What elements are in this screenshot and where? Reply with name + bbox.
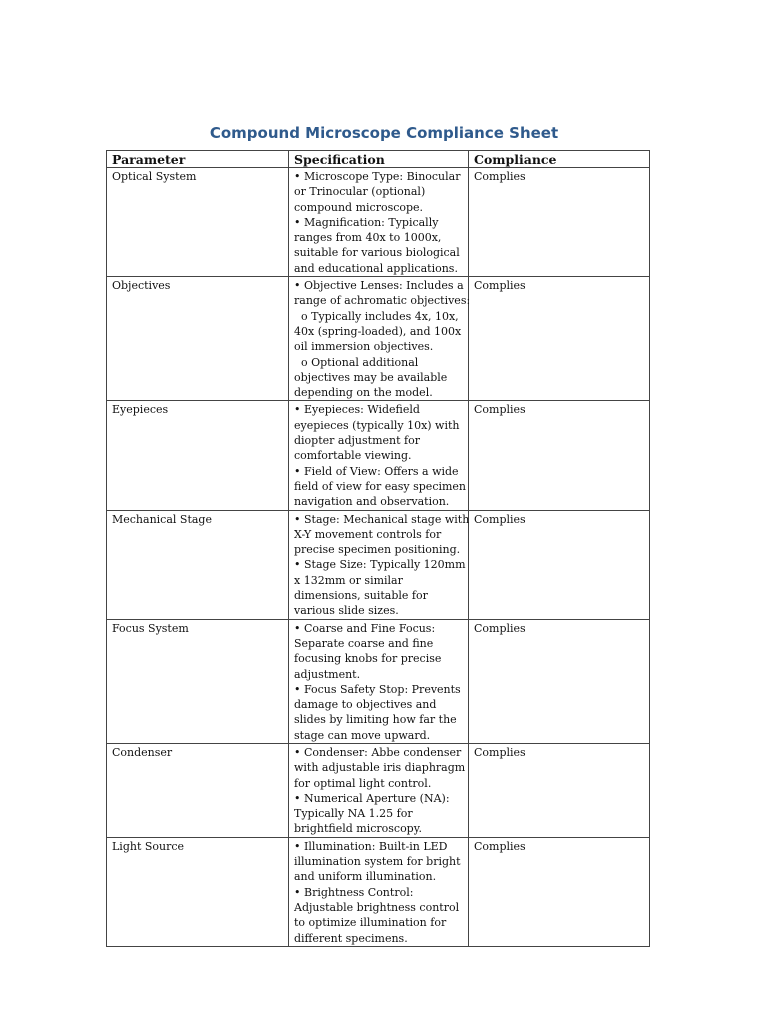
compliance-table bbox=[106, 150, 650, 947]
specification-line: or Trinocular (optional) bbox=[294, 185, 426, 199]
specification-line: • Stage Size: Typically 120mm bbox=[294, 558, 466, 572]
specification-cell bbox=[289, 619, 469, 743]
specification-line: damage to objectives and bbox=[294, 698, 437, 712]
specification-line: diopter adjustment for bbox=[294, 434, 420, 448]
specification-line: • Coarse and Fine Focus: bbox=[294, 621, 436, 635]
specification-line: focusing knobs for precise bbox=[294, 652, 442, 666]
specification-line: brightfield microscopy. bbox=[294, 822, 422, 836]
compliance-cell: Complies bbox=[469, 168, 650, 277]
specification-line: o Optional additional bbox=[294, 355, 419, 369]
table-row bbox=[107, 510, 650, 619]
specification-line: range of achromatic objectives: bbox=[294, 294, 471, 308]
specification-line: oil immersion objectives. bbox=[294, 340, 434, 354]
compliance-cell: Complies bbox=[469, 619, 650, 743]
specification-line: • Stage: Mechanical stage with bbox=[294, 512, 470, 526]
table-row bbox=[107, 743, 650, 837]
specification-line: adjustment. bbox=[294, 667, 361, 681]
specification-line: navigation and observation. bbox=[294, 495, 450, 509]
specification-line: compound microscope. bbox=[294, 200, 424, 214]
compliance-cell: Complies bbox=[469, 277, 650, 401]
specification-line: with adjustable iris diaphragm bbox=[294, 761, 466, 775]
specification-line: • Field of View: Offers a wide bbox=[294, 464, 459, 478]
specification-line: comfortable viewing. bbox=[294, 449, 412, 463]
parameter-cell: Light Source bbox=[107, 837, 289, 946]
header-specification: Specification bbox=[289, 151, 469, 168]
specification-line: • Magnification: Typically bbox=[294, 215, 439, 229]
page-title: Compound Microscope Compliance Sheet bbox=[209, 124, 559, 142]
specification-line: different specimens. bbox=[294, 931, 408, 945]
specification-line: • Condenser: Abbe condenser bbox=[294, 745, 462, 759]
specification-line: and uniform illumination. bbox=[294, 870, 437, 884]
specification-line: Typically NA 1.25 for bbox=[294, 807, 413, 821]
parameter-cell: Mechanical Stage bbox=[107, 510, 289, 619]
specification-line: field of view for easy specimen bbox=[294, 479, 467, 493]
parameter-cell: Optical System bbox=[107, 168, 289, 277]
table-body bbox=[107, 168, 650, 947]
specification-line: for optimal light control. bbox=[294, 776, 432, 790]
header-compliance: Compliance bbox=[469, 151, 650, 168]
specification-line: objectives may be available bbox=[294, 370, 448, 384]
specification-line: dimensions, suitable for bbox=[294, 589, 428, 603]
specification-line: to optimize illumination for bbox=[294, 916, 447, 930]
specification-cell bbox=[289, 837, 469, 946]
specification-line: • Brightness Control: bbox=[294, 885, 414, 899]
parameter-cell: Objectives bbox=[107, 277, 289, 401]
table-row bbox=[107, 277, 650, 401]
specification-line: • Objective Lenses: Includes a bbox=[294, 279, 464, 293]
specification-line: x 132mm or similar bbox=[294, 573, 403, 587]
specification-cell bbox=[289, 743, 469, 837]
table-row bbox=[107, 837, 650, 946]
specification-line: • Focus Safety Stop: Prevents bbox=[294, 682, 461, 696]
parameter-cell: Eyepieces bbox=[107, 401, 289, 510]
specification-line: and educational applications. bbox=[294, 261, 458, 275]
specification-line: o Typically includes 4x, 10x, bbox=[294, 309, 459, 323]
specification-cell bbox=[289, 168, 469, 277]
specification-line: • Numerical Aperture (NA): bbox=[294, 791, 450, 805]
specification-line: X-Y movement controls for bbox=[294, 527, 442, 541]
specification-cell bbox=[289, 510, 469, 619]
compliance-cell: Complies bbox=[469, 510, 650, 619]
parameter-cell: Condenser bbox=[107, 743, 289, 837]
specification-line: depending on the model. bbox=[294, 386, 433, 400]
table-row bbox=[107, 619, 650, 743]
compliance-cell: Complies bbox=[469, 743, 650, 837]
header-parameter: Parameter bbox=[107, 151, 289, 168]
specification-line: stage can move upward. bbox=[294, 728, 431, 742]
table-header-row bbox=[107, 151, 650, 168]
compliance-cell: Complies bbox=[469, 401, 650, 510]
specification-line: slides by limiting how far the bbox=[294, 713, 457, 727]
specification-line: Adjustable brightness control bbox=[294, 900, 460, 914]
specification-cell bbox=[289, 277, 469, 401]
specification-line: eyepieces (typically 10x) with bbox=[294, 418, 460, 432]
specification-line: • Microscope Type: Binocular bbox=[294, 170, 461, 183]
specification-line: • Eyepieces: Widefield bbox=[294, 403, 420, 417]
specification-line: • Illumination: Built-in LED bbox=[294, 839, 448, 853]
specification-line: Separate coarse and fine bbox=[294, 636, 434, 650]
specification-line: various slide sizes. bbox=[294, 604, 399, 618]
compliance-cell: Complies bbox=[469, 837, 650, 946]
table-row bbox=[107, 401, 650, 510]
parameter-cell: Focus System bbox=[107, 619, 289, 743]
specification-line: 40x (spring-loaded), and 100x bbox=[294, 324, 462, 338]
specification-line: precise specimen positioning. bbox=[294, 543, 461, 557]
specification-cell bbox=[289, 401, 469, 510]
specification-line: suitable for various biological bbox=[294, 246, 460, 260]
specification-line: illumination system for bright bbox=[294, 855, 461, 869]
table-row bbox=[107, 168, 650, 277]
specification-line: ranges from 40x to 1000x, bbox=[294, 231, 442, 245]
